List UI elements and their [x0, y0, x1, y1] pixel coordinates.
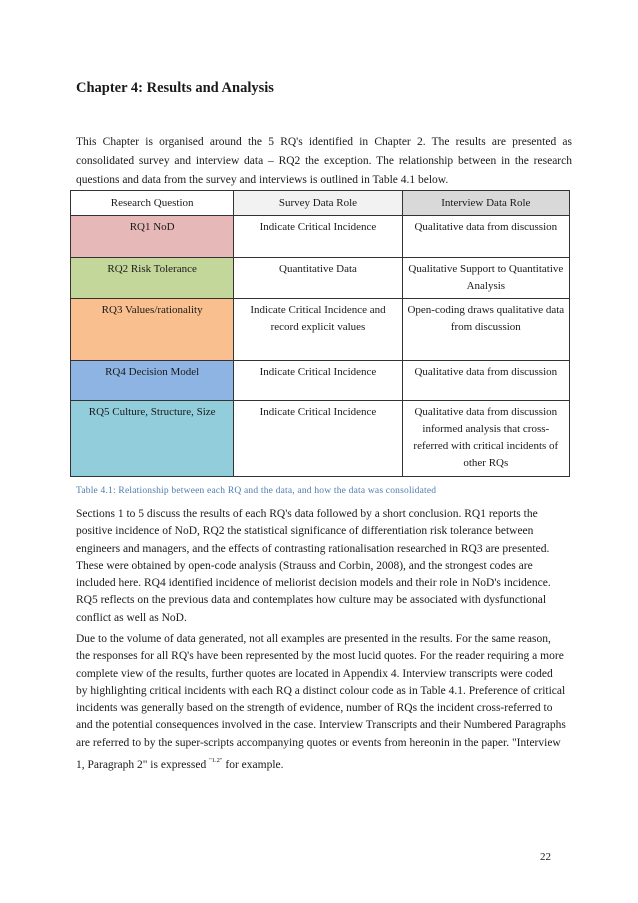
cell-interview-data-role: Qualitative data from discussion — [402, 216, 569, 258]
header-survey-data-role: Survey Data Role — [234, 191, 402, 216]
table-caption: Table 4.1: Relationship between each RQ and the data, and how the data was consolidated — [76, 486, 437, 496]
body-paragraph-2 — [76, 631, 566, 774]
cell-research-question: RQ5 Culture, Structure, Size — [71, 401, 234, 477]
table-row-rq3 — [71, 299, 570, 361]
cell-survey-data-role: Quantitative Data — [234, 258, 402, 299]
cell-research-question: RQ1 NoD — [71, 216, 234, 258]
chapter-heading: Chapter 4: Results and Analysis — [76, 80, 274, 96]
cell-research-question: RQ2 Risk Tolerance — [71, 258, 234, 299]
cell-survey-data-role: Indicate Critical Incidence — [234, 361, 402, 401]
cell-interview-data-role: Qualitative data from discussion — [402, 361, 569, 401]
page-number: 22 — [540, 851, 551, 863]
intro-paragraph: This Chapter is organised around the 5 RQ's identified in Chapter 2. The results are presented as consolidated survey and interview data – RQ2 the exception. The relationship between in the research questions and data from the survey and interviews is outlined in Table 4.1 below. — [76, 136, 572, 186]
table-row-rq1 — [71, 216, 570, 258]
cell-survey-data-role: Indicate Critical Incidence — [234, 401, 402, 477]
cell-survey-data-role: Indicate Critical Incidence and record explicit values — [234, 299, 402, 361]
cell-interview-data-role: Qualitative Support to Quantitative Analysis — [402, 258, 569, 299]
body-paragraph-2-end: for example. — [222, 759, 284, 772]
table-row-rq5 — [71, 401, 570, 477]
body-paragraph-2-text: Due to the volume of data generated, not all examples are presented in the results. For the same reason, the responses for all RQ's have been represented by the most lucid quotes. For the reader requiring a more complete view of the results, further quotes are located in Appendix 4. Interview transcripts were coded by highlighting critical incidents with each RQ a distinct colour code as in Table 4.1. Preference of critical incidents was generally based on the strength of evidence, number of RQs the incident cross-referred to and the potential consequences involved in the case. Interview Transcripts and their Numbered Paragraphs are referred to by the super-scripts accompanying quotes or events from hereonin in the paper. "Interview 1, Paragraph 2" is expressed — [76, 633, 566, 772]
rq-table — [70, 190, 570, 477]
superscript-example: "1.2" — [209, 757, 223, 765]
body-paragraph-1: Sections 1 to 5 discuss the results of each RQ's data followed by a short conclusion. RQ1 reports the positive incidence of NoD, RQ2 the statistical significance of differentiation risk tolerance between engineers and managers, and the effects of contrasting rationalisation researched in RQ3 are presented. These were obtained by open-code analysis (Strauss and Corbin, 2008), and the strongest codes are included here. RQ4 identified incidence of meliorist decision models and their role in NoD's incidence. RQ5 reflects on the previous data and contemplates how culture may be associated with dysfunctional conflict as well as NoD. — [76, 508, 551, 624]
cell-interview-data-role: Open-coding draws qualitative data from discussion — [402, 299, 569, 361]
cell-interview-data-role: Qualitative data from discussion informed analysis that cross-referred with critical incidents of other RQs — [402, 401, 569, 477]
header-research-question: Research Question — [71, 191, 234, 216]
cell-research-question: RQ4 Decision Model — [71, 361, 234, 401]
header-interview-data-role: Interview Data Role — [402, 191, 569, 216]
cell-research-question: RQ3 Values/rationality — [71, 299, 234, 361]
table-header-row — [71, 191, 570, 216]
cell-survey-data-role: Indicate Critical Incidence — [234, 216, 402, 258]
table-row-rq2 — [71, 258, 570, 299]
table-row-rq4 — [71, 361, 570, 401]
